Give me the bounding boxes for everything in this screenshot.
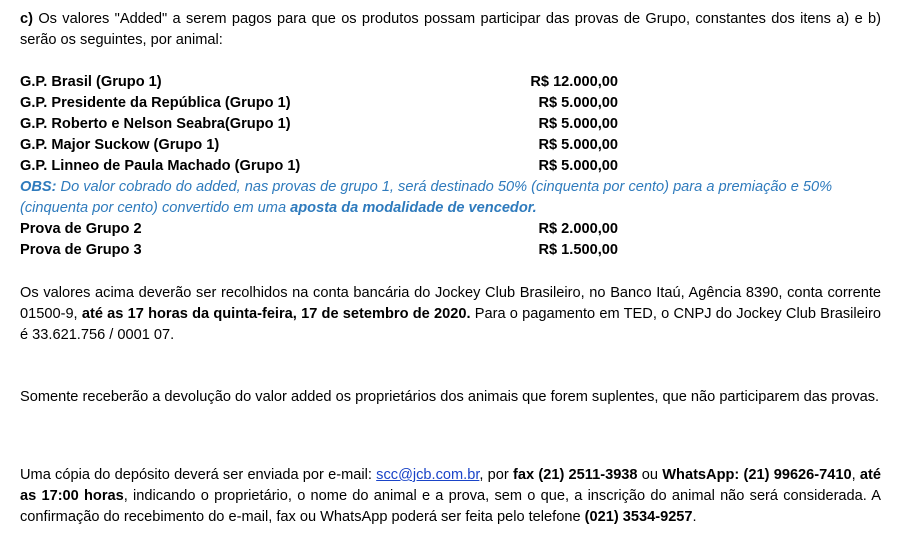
prize-row bbox=[20, 240, 620, 261]
prize-value: R$ 5.000,00 bbox=[538, 158, 618, 174]
payment-text-1: Os valores acima deverão ser recolhidos na conta bancária do Jockey Club Brasileiro, no Banco Itaú, Agência 8390, conta corrente 01500-9, bbox=[20, 285, 881, 322]
prize-row bbox=[20, 72, 620, 93]
prize-row bbox=[20, 135, 620, 156]
obs-label: OBS: bbox=[20, 179, 57, 195]
intro-paragraph bbox=[20, 9, 881, 51]
obs-note bbox=[20, 177, 881, 219]
copy-deadline: até as 17:00 horas bbox=[20, 467, 882, 504]
prize-row bbox=[20, 93, 620, 114]
prize-value: R$ 5.000,00 bbox=[538, 137, 618, 153]
copy-text-3: ou bbox=[637, 467, 663, 483]
prize-value: R$ 1.500,00 bbox=[538, 242, 618, 258]
fax-number: fax (21) 2511-3938 bbox=[513, 467, 638, 483]
prize-value: R$ 12.000,00 bbox=[530, 74, 618, 90]
prize-row bbox=[20, 114, 620, 135]
prize-name: G.P. Major Suckow (Grupo 1) bbox=[20, 137, 220, 153]
whatsapp-number: WhatsApp: (21) 99626-7410 bbox=[662, 467, 852, 483]
copy-text-1: Uma cópia do depósito deverá ser enviada por e-mail: bbox=[20, 467, 377, 483]
refund-paragraph bbox=[20, 387, 881, 408]
prize-name: G.P. Presidente da República (Grupo 1) bbox=[20, 95, 291, 111]
copy-text-4: , bbox=[851, 467, 860, 483]
prize-value: R$ 5.000,00 bbox=[538, 95, 618, 111]
prize-name: Prova de Grupo 2 bbox=[20, 221, 142, 237]
prize-value: R$ 2.000,00 bbox=[538, 221, 618, 237]
prize-row bbox=[20, 219, 620, 240]
copy-text-5: , indicando o proprietário, o nome do animal e a prova, sem o que, a inscrição do animal não será considerada. A confirmação do recebimento do e-mail, fax ou WhatsApp poderá ser feita pelo telefone bbox=[20, 487, 881, 525]
prize-name: G.P. Roberto e Nelson Seabra(Grupo 1) bbox=[20, 116, 291, 132]
prize-row bbox=[20, 156, 620, 177]
prize-name: G.P. Brasil (Grupo 1) bbox=[20, 74, 162, 90]
payment-deadline: até as 17 horas da quinta-feira, 17 de setembro de 2020. bbox=[81, 305, 471, 322]
phone-number: (021) 3534-9257 bbox=[584, 508, 693, 525]
obs-text: Do valor cobrado do added, nas provas de grupo 1, será destinado 50% (cinquenta por cento) para a premiação e 50% (cinquenta por cento) convertido em uma bbox=[20, 179, 833, 216]
payment-text-2: Para o pagamento em TED, o CNPJ do Jockey Club Brasileiro é 33.621.756 / 0001 07. bbox=[20, 305, 881, 343]
intro-label: c) bbox=[20, 11, 33, 27]
refund-text: Somente receberão a devolução do valor added os proprietários dos animais que forem suplentes, que não participarem das provas. bbox=[20, 389, 880, 405]
obs-bold-text: aposta da modalidade de vencedor. bbox=[290, 200, 537, 216]
payment-paragraph bbox=[20, 283, 881, 345]
copy-paragraph bbox=[20, 465, 881, 527]
prize-name: Prova de Grupo 3 bbox=[20, 242, 142, 258]
copy-text-6: . bbox=[692, 508, 697, 525]
prize-value: R$ 5.000,00 bbox=[538, 116, 618, 132]
copy-text-2: , por bbox=[479, 467, 514, 483]
intro-text: Os valores "Added" a serem pagos para que os produtos possam participar das provas de Grupo, constantes dos itens a) e b) serão os seguintes, por animal: bbox=[20, 11, 881, 48]
email-link[interactable]: scc@jcb.com.br bbox=[376, 467, 480, 483]
prize-name: G.P. Linneo de Paula Machado (Grupo 1) bbox=[20, 158, 301, 174]
